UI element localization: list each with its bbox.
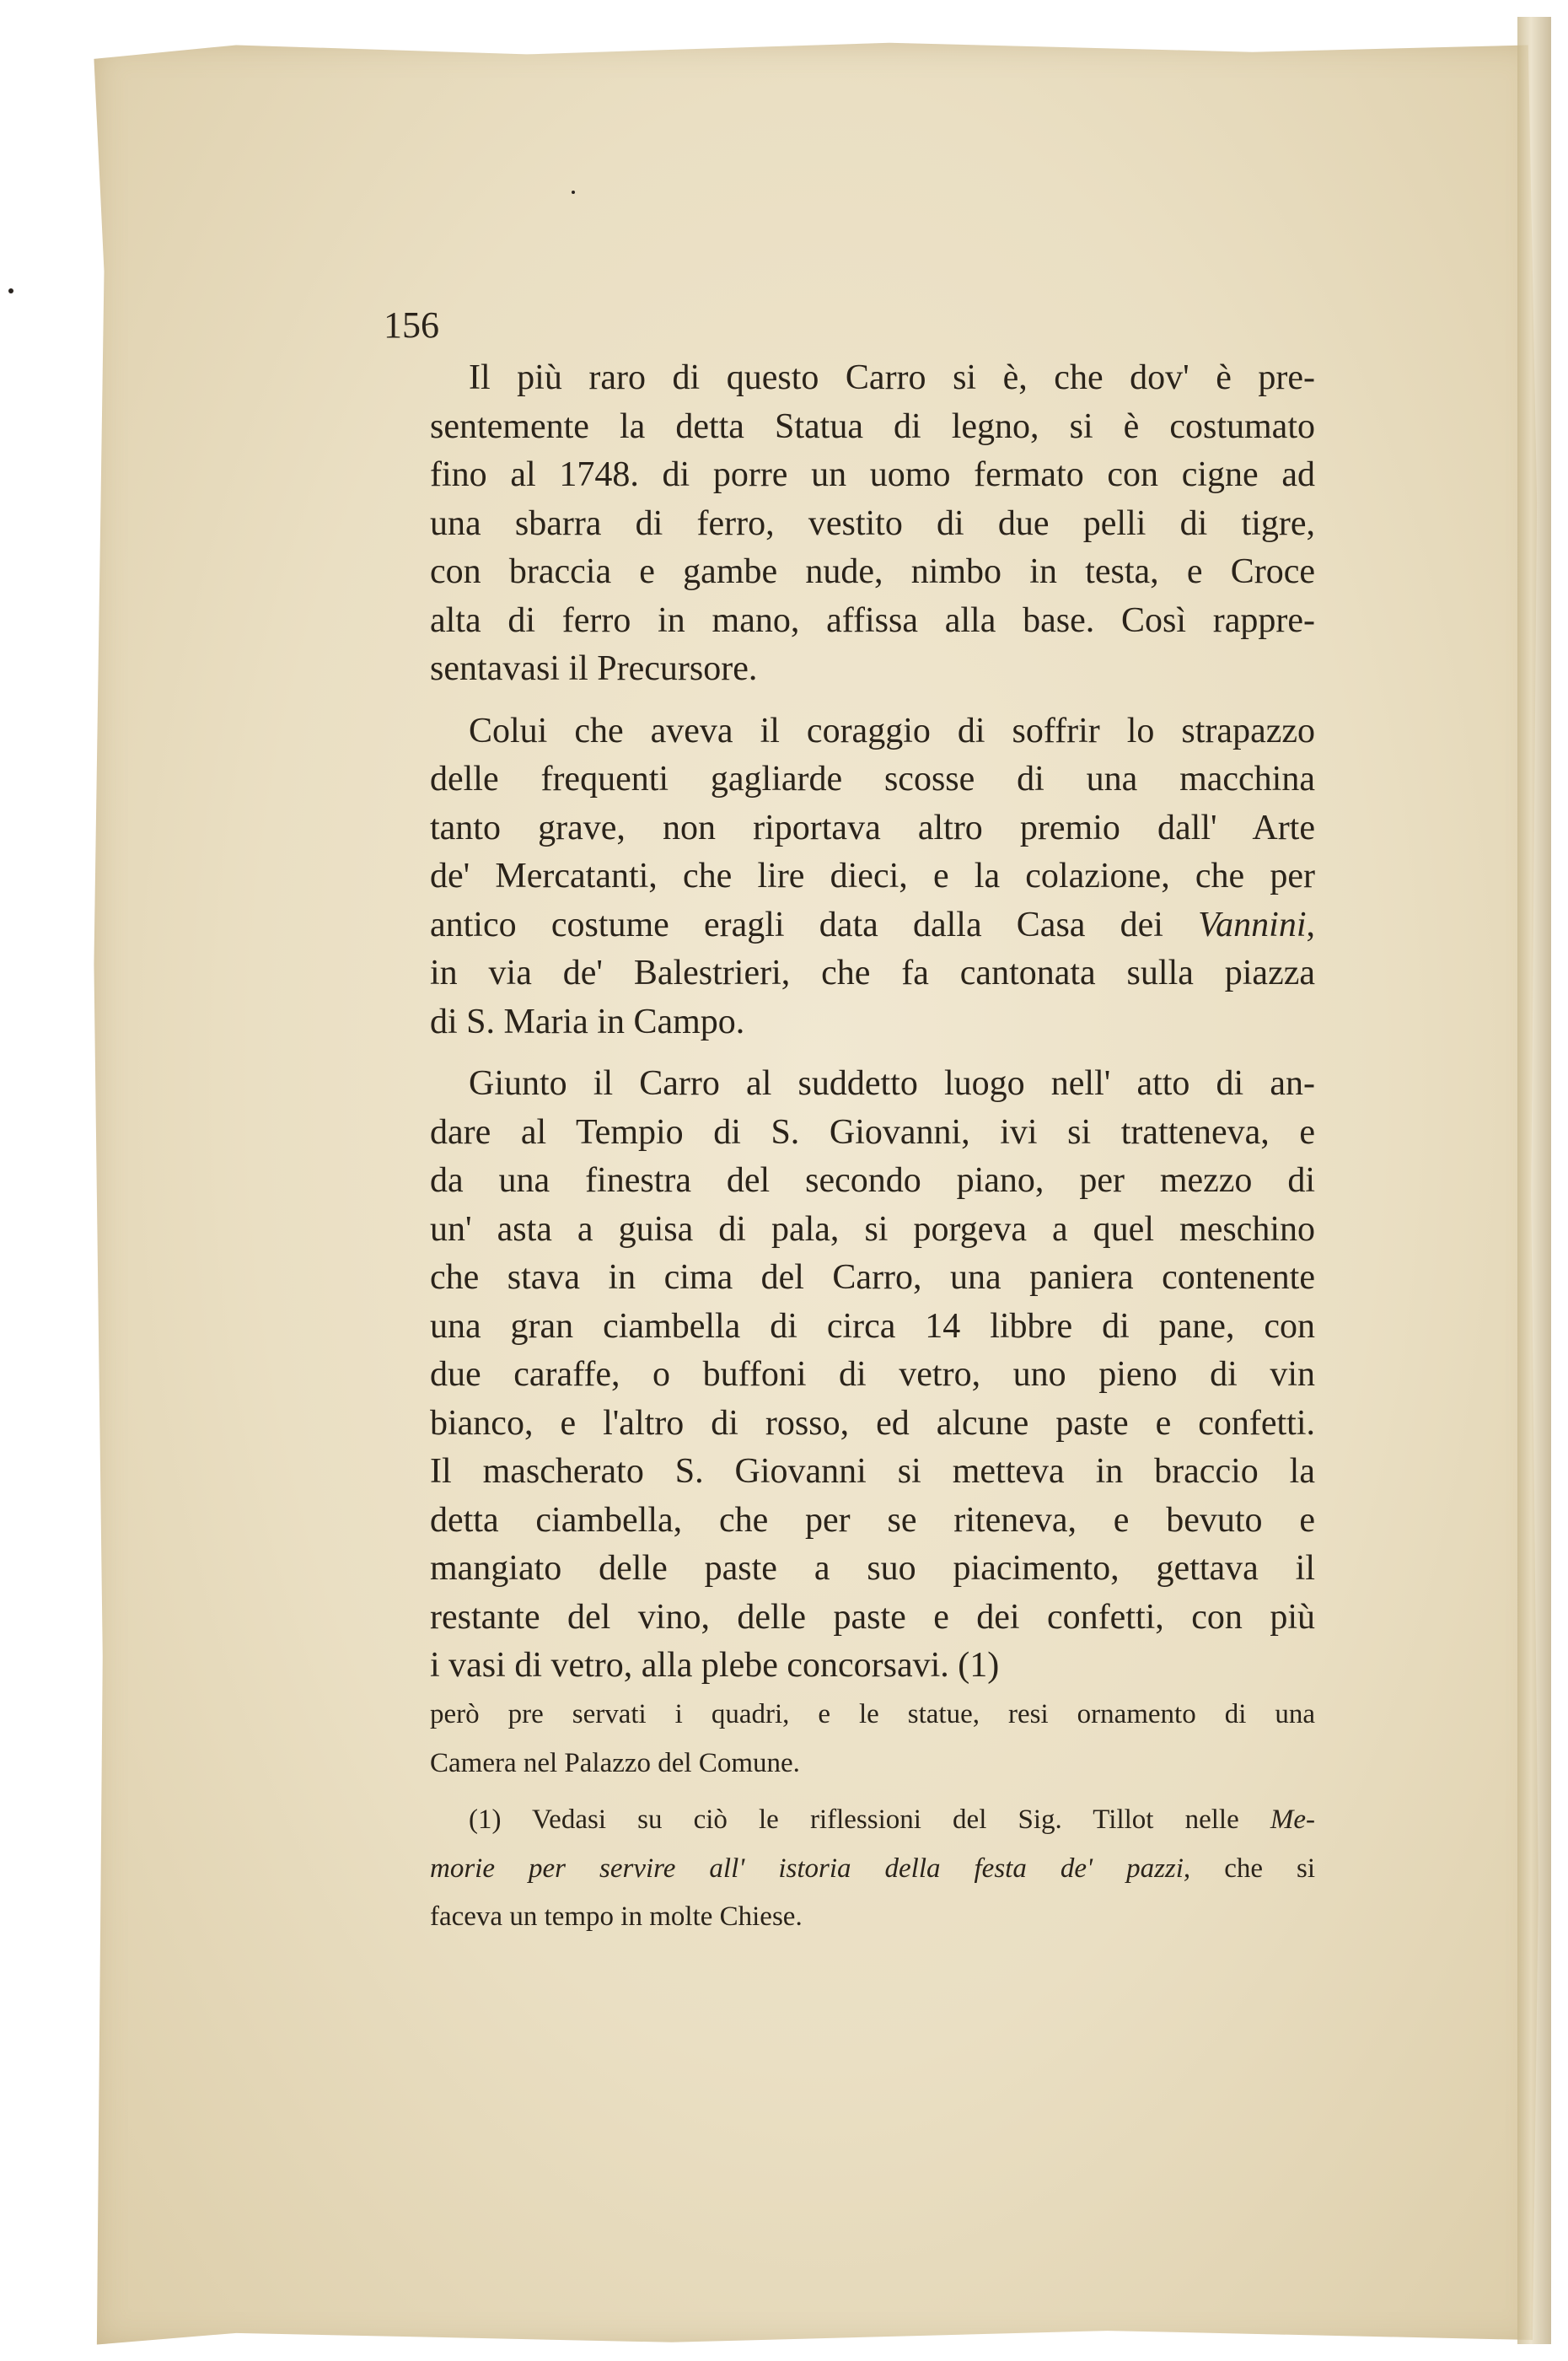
ink-speck [572,191,575,194]
footnote-1-text: che si [1224,1853,1316,1884]
footnote-line: Camera nel Palazzo del Comune. [430,1747,800,1778]
text-line: i vasi di vetro, alla plebe concorsavi. (1) [430,1646,1000,1685]
text-line: dare al Tempio di S. Giovanni, ivi si tratteneva, e [430,1112,1315,1152]
main-text [430,354,1315,1691]
text-line: che stava in cima del Carro, una paniera contenente [430,1258,1315,1297]
text-line: fino al 1748. di porre un uomo fermato con cigne ad [430,455,1315,494]
text-line: restante del vino, delle paste e dei confetti, con più [430,1597,1315,1637]
footnotes [430,1695,1315,1946]
text-line: bianco, e l'altro di rosso, ed alcune paste e confetti. [430,1403,1315,1443]
text-line: di S. Maria in Campo. [430,1002,745,1041]
page-number: 156 [384,304,439,346]
footnote-1-text: (1) Vedasi su ciò le riflessioni del Sig. Tillot nelle [469,1804,1239,1835]
text-line: due caraffe, o buffoni di vetro, uno pieno di vin [430,1355,1315,1394]
text-line: mangiato delle paste a suo piacimento, gettava il [430,1549,1315,1588]
text-line: sentavasi il Precursore. [430,649,758,688]
footnote-1-title: Me- [1270,1804,1315,1835]
text-line: tanto grave, non riportava altro premio dall' Arte [430,808,1315,847]
text-line: detta ciambella, che per se riteneva, e bevuto e [430,1500,1315,1540]
text-line: Colui che aveva il coraggio di soffrir lo strapazzo [469,711,1315,750]
text-line: Il mascherato S. Giovanni si metteva in braccio la [430,1452,1315,1491]
ink-speck [8,288,13,293]
footnote-1-title: morie per servire all' istoria della festa de' pazzi, [430,1853,1191,1884]
text-line: sentemente la detta Statua di legno, si è costumato [430,406,1315,446]
name-vannini: Vannini [1198,905,1307,944]
text-segment: , [1306,905,1315,944]
text-line: Il più raro di questo Carro si è, che dov' è pre- [469,358,1315,397]
text-line: delle frequenti gagliarde scosse di una macchina [430,760,1315,799]
text-segment: antico costume eragli data dalla Casa dei [430,905,1163,944]
text-line: una sbarra di ferro, vestito di due pelli di tigre, [430,503,1315,543]
footnote-1-line: faceva un tempo in molte Chiese. [430,1901,803,1932]
text-line: in via de' Balestrieri, che fa cantonata sulla piazza [430,954,1315,992]
footnote-1-line [430,1800,1315,1849]
text-line: de' Mercatanti, che lire dieci, e la colazione, che per [430,857,1315,895]
footnote-1-line [430,1849,1315,1898]
next-page-edge [1517,17,1551,2344]
footnote-line: però pre servati i quadri, e le statue, resi ornamento di una [430,1699,1315,1729]
text-line: alta di ferro in mano, affissa alla base. Così rappre- [430,600,1315,640]
text-line: Giunto il Carro al suddetto luogo nell' atto di an- [469,1064,1315,1103]
text-line: un' asta a guisa di pala, si porgeva a quel meschino [430,1209,1315,1249]
text-line: una gran ciambella di circa 14 libbre di pane, con [430,1306,1315,1346]
text-line [430,901,1315,950]
text-line: da una finestra del secondo piano, per mezzo di [430,1161,1315,1200]
text-line: con braccia e gambe nude, nimbo in testa, e Croce [430,552,1315,591]
